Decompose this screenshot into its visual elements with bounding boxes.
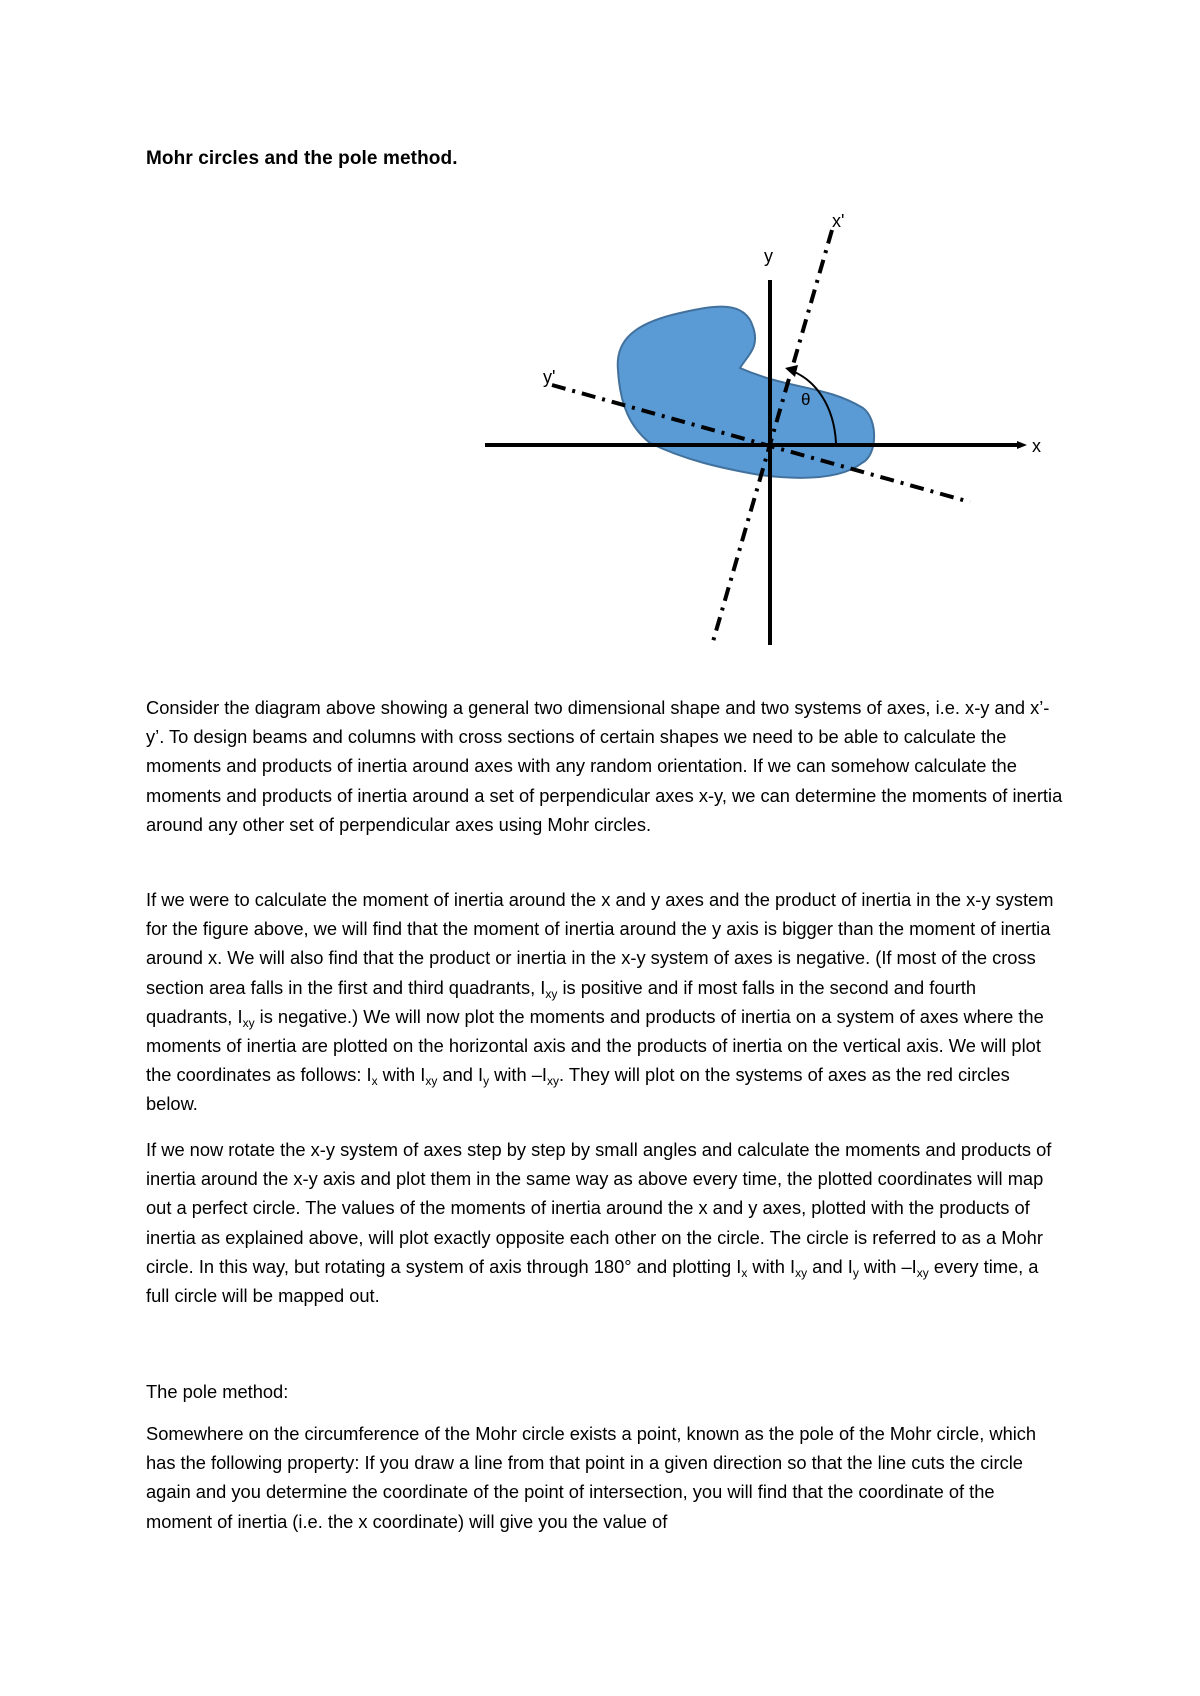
label-x: x bbox=[1032, 436, 1041, 456]
axes-diagram bbox=[470, 205, 1040, 655]
paragraph-mohr-circle: If we now rotate the x-y system of axes step by step by small angles and calculate the moments and products of inertia around the x-y axis and plot them in the same way as above every time, the plotted coordinates will map out a perfect circle. The values of the moments of inertia around the x and y axes, plotted with the products of inertia as explained above, will plot exactly opposite each other on the circle. The circle is referred to as a Mohr circle. In this way, but rotating a system of axis through 180° and plotting $I_x$ with $I_{xy}$ and $I_y$ with $-I_{xy}$ every time, a full circle will be mapped out. bbox=[146, 1139, 1052, 1307]
x-axis-arrowhead bbox=[1017, 441, 1027, 449]
axes-diagram-svg bbox=[470, 205, 1040, 655]
label-y: y bbox=[764, 246, 773, 266]
label-y-prime: y' bbox=[543, 367, 556, 387]
theta-arrowhead bbox=[785, 365, 798, 377]
label-x-prime: x' bbox=[832, 211, 845, 231]
paragraph-intro: Consider the diagram above showing a general two dimensional shape and two systems of axes, i.e. x-y and x’-y’. To design beams and columns with cross sections of certain shapes we need to be able to calculate the moments and products of inertia around axes with any random orientation. If we can somehow calculate the moments and products of inertia around a set of perpendicular axes x-y, we can determine the moments of inertia around any other set of perpendicular axes using Mohr circles. bbox=[146, 697, 1063, 835]
label-theta: θ bbox=[801, 390, 811, 409]
cross-section-shape bbox=[618, 307, 874, 478]
paragraph-pole-method: Somewhere on the circumference of the Mohr circle exists a point, known as the pole of the Mohr circle, which has the following property: If you draw a line from that point in a given direction so that the line cuts the circle again and you determine the coordinate of the point of intersection, you will find that the coordinate of the moment of inertia (i.e. the x coordinate) will give you the value of bbox=[146, 1423, 1037, 1532]
document-title: Mohr circles and the pole method. bbox=[146, 148, 458, 169]
paragraph-inertia-plot: If we were to calculate the moment of inertia around the x and y axes and the product of inertia in the x-y system for the figure above, we will find that the moment of inertia around the y axis is bigger than the moment of inertia around x. We will also find that the product or inertia in the x-y system of axes is negative. (If most of the cross section area falls in the first and third quadrants, $I_{xy}$ is positive and if most falls in the second and fourth quadrants, $I_{xy}$ is negative.) We will now plot the moments and products of inertia on a system of axes where the moments of inertia are plotted on the horizontal axis and the products of inertia on the vertical axis. We will plot the coordinates as follows: $I_x$ with $I_{xy}$ and $I_y$ with $-I_{xy}$. They will plot on the systems of axes as the red circles below. bbox=[146, 889, 1054, 1115]
section-heading-pole-method: The pole method: bbox=[146, 1381, 289, 1402]
